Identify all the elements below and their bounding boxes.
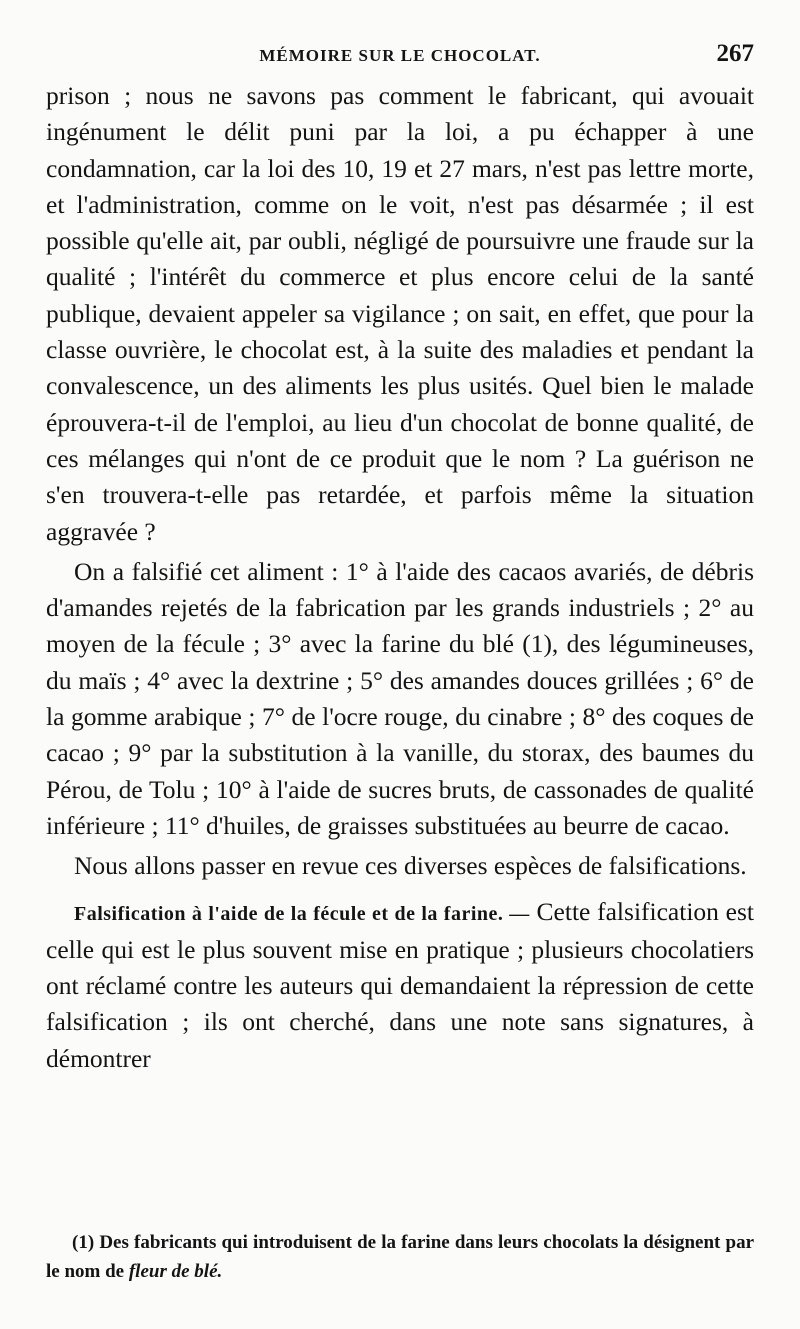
body-text	[46, 78, 754, 1077]
running-title: MÉMOIRE SUR LE CHOCOLAT.	[259, 46, 541, 65]
section-heading: Falsification à l'aide de la fécule et de la farine. —	[74, 902, 530, 925]
page-number: 267	[716, 40, 754, 67]
running-head	[46, 38, 754, 78]
paragraph-continuation: prison ; nous ne savons pas comment le fabricant, qui avouait ingénument le délit puni par la loi, a pu échapper à une condamnation, car la loi des 10, 19 et 27 mars, n'est pas lettre morte, et l'administration, comme on le voit, n'est pas désarmée ; il est possible qu'elle ait, par oubli, négligé de poursuivre une fraude sur la qualité ; l'intérêt du commerce et plus encore celui de la santé publique, devaient appeler sa vigilance ; on sait, en effet, que pour la classe ouvrière, le chocolat est, à la suite des maladies et pendant la convalescence, un des aliments les plus usités. Quel bien le malade éprouvera-t-il de l'emploi, au lieu d'un chocolat de bonne qualité, de ces mélanges qui n'ont de ce produit que le nom ? La guérison ne s'en trouvera-t-elle pas retardée, et parfois même la situation aggravée ?	[46, 81, 754, 546]
footnote-marker: (1)	[72, 1232, 95, 1253]
footnote-italic-term: fleur de blé.	[128, 1261, 223, 1282]
section-paragraph	[46, 894, 754, 1077]
footnote	[46, 1228, 754, 1286]
paragraph-falsification-list: On a falsifié cet aliment : 1° à l'aide des cacaos avariés, de débris d'amandes rejetés de la fabrication par les grands industriels ; 2° au moyen de la fécule ; 3° avec la farine du blé (1), des légumineuses, du maïs ; 4° avec la dextrine ; 5° des amandes douces grillées ; 6° de la gomme arabique ; 7° de l'ocre rouge, du cinabre ; 8° des coques de cacao ; 9° par la substitution à la vanille, du storax, des baumes du Pérou, de Tolu ; 10° à l'aide de sucres bruts, de cassonades de qualité inférieure ; 11° d'huiles, de graisses substituées au beurre de cacao.	[46, 556, 754, 840]
footnote-paragraph	[46, 1228, 754, 1286]
footnote-text: Des fabricants qui introduisent de la farine dans leurs chocolats la désignent par le nom de	[46, 1232, 755, 1282]
section-text: Cette falsification est celle qui est le plus souvent mise en pratique ; plusieurs chocolatiers ont réclamé contre les auteurs qui demandaient la répression de cette falsification ; ils ont cherché, dans une note sans signatures, à démontrer	[46, 896, 754, 1073]
paragraph-review: Nous allons passer en revue ces diverses espèces de falsifications.	[74, 851, 747, 881]
